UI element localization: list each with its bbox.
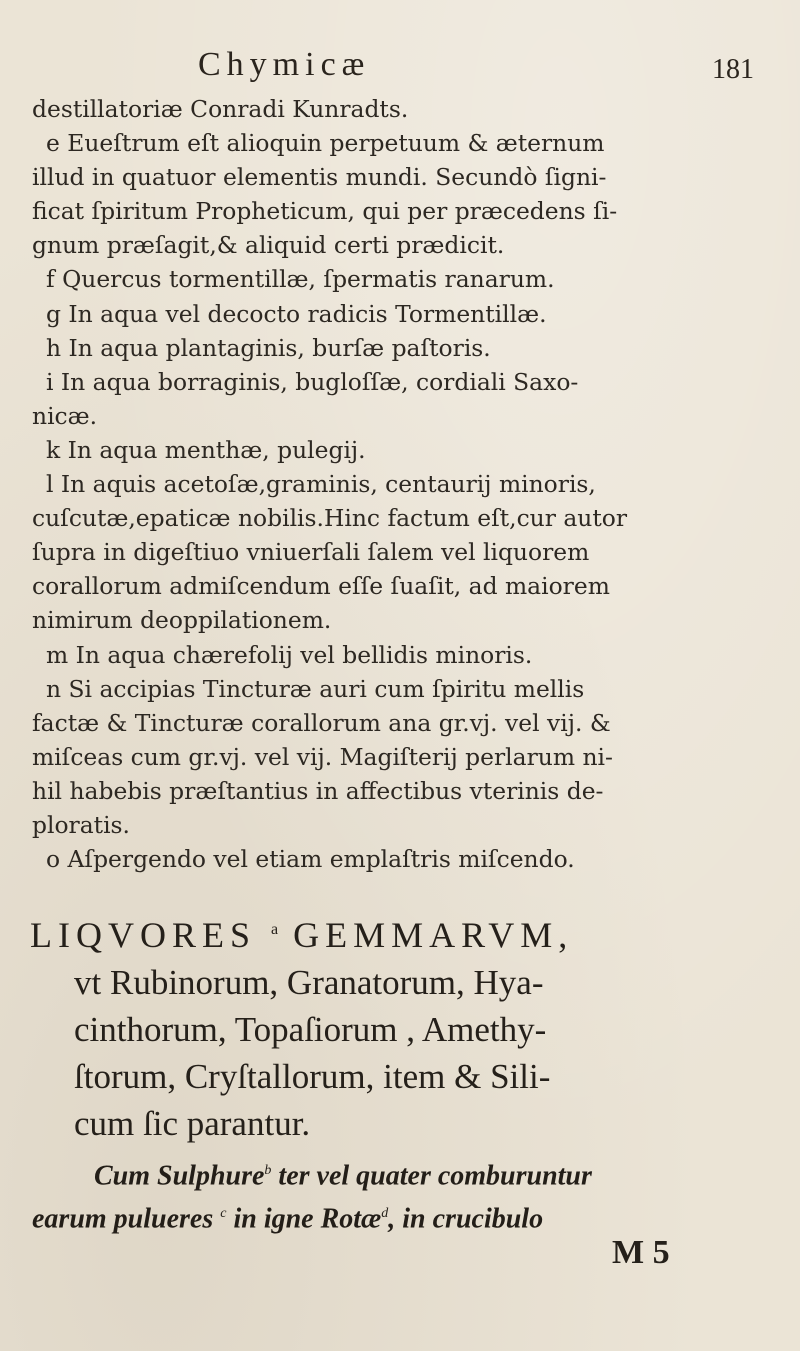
- signature-mark: M 5: [612, 1234, 670, 1271]
- italic-text: ter vel quater comburuntur: [278, 1160, 592, 1192]
- heading-line: vt Rubinorum, Granatorum, Hya-: [74, 963, 544, 1002]
- footnote-marker: b: [264, 1163, 272, 1178]
- heading-line: ſtorum, Cryſtallorum, item & Sili-: [74, 1057, 551, 1096]
- note-l: l In aquis acetoſæ,graminis, centaurij minoris,: [46, 470, 596, 499]
- section-heading: [30, 906, 790, 1147]
- heading-line: cinthorum, Topaſiorum , Amethy-: [74, 1010, 547, 1049]
- heading-line: cum ſic parantur.: [74, 1104, 311, 1143]
- note-h: h In aqua plantaginis, burſæ paſtoris.: [46, 333, 491, 362]
- heading-word: LIQVORES: [30, 915, 256, 955]
- italic-paragraph: [32, 1152, 792, 1239]
- page-header: [0, 40, 800, 90]
- text-line: miſceas cum gr.vj. vel vij. Magiſterij perlarum ni-: [32, 742, 613, 771]
- note-e: e Eueſtrum eſt alioquin perpetuum & æternum: [46, 129, 605, 158]
- text-line: corallorum admiſcendum eſſe ſuaſit, ad maiorem: [32, 572, 610, 601]
- footnote-marker: a: [271, 921, 279, 938]
- italic-line: [32, 1195, 792, 1238]
- text-line: ploratis.: [32, 810, 130, 839]
- text-line: hil habebis præſtantius in affectibus vterinis de-: [32, 776, 604, 805]
- text-line: destillatoriæ Conradi Kunradts.: [32, 95, 409, 123]
- text-line: nicæ.: [32, 401, 98, 430]
- note-o: o Aſpergendo vel etiam emplaſtris miſcendo.: [46, 845, 575, 874]
- italic-text: earum pulueres: [32, 1203, 214, 1235]
- running-title: Chymicæ: [198, 46, 371, 83]
- note-m: m In aqua chærefolij vel bellidis minoris.: [46, 640, 533, 669]
- text-line: cuſcutæ,epaticæ nobilis.Hinc factum eſt,cur autor: [32, 504, 628, 533]
- italic-line: [32, 1152, 792, 1195]
- note-k: k In aqua menthæ, pulegij.: [46, 435, 366, 464]
- text-line: ficat ſpiritum Propheticum, qui per præcedens ſi-: [32, 197, 618, 226]
- text-line: illud in quatuor elementis mundi. Secundò ſigni-: [32, 163, 607, 192]
- note-n: n Si accipias Tincturæ auri cum ſpiritu mellis: [46, 674, 585, 703]
- heading-line: [30, 906, 790, 959]
- italic-text: Cum Sulphure: [94, 1160, 265, 1192]
- note-f: f Quercus tormentillæ, ſpermatis ranarum.: [46, 265, 555, 294]
- footnote-marker: c: [220, 1206, 227, 1222]
- page-number: 181: [712, 54, 754, 85]
- footnote-marker: d: [381, 1206, 389, 1222]
- text-line: factæ & Tincturæ corallorum ana gr.vj. vel vij. &: [32, 708, 611, 737]
- text-line: gnum præſagit,& aliquid certi prædicit.: [32, 231, 505, 260]
- italic-text: , in crucibulo: [388, 1203, 544, 1235]
- note-i: i In aqua borraginis, bugloſſæ, cordiali Saxo-: [46, 367, 579, 396]
- text-line: ſupra in digeſtiuo vniuerſali ſalem vel liquorem: [32, 538, 590, 567]
- text-line: nimirum deoppilationem.: [32, 606, 332, 635]
- heading-word: GEMMARVM,: [293, 915, 574, 955]
- body-text: [32, 92, 784, 876]
- note-g: g In aqua vel decocto radicis Tormentillæ.: [46, 299, 547, 328]
- italic-text: in igne Rotæ: [233, 1203, 382, 1235]
